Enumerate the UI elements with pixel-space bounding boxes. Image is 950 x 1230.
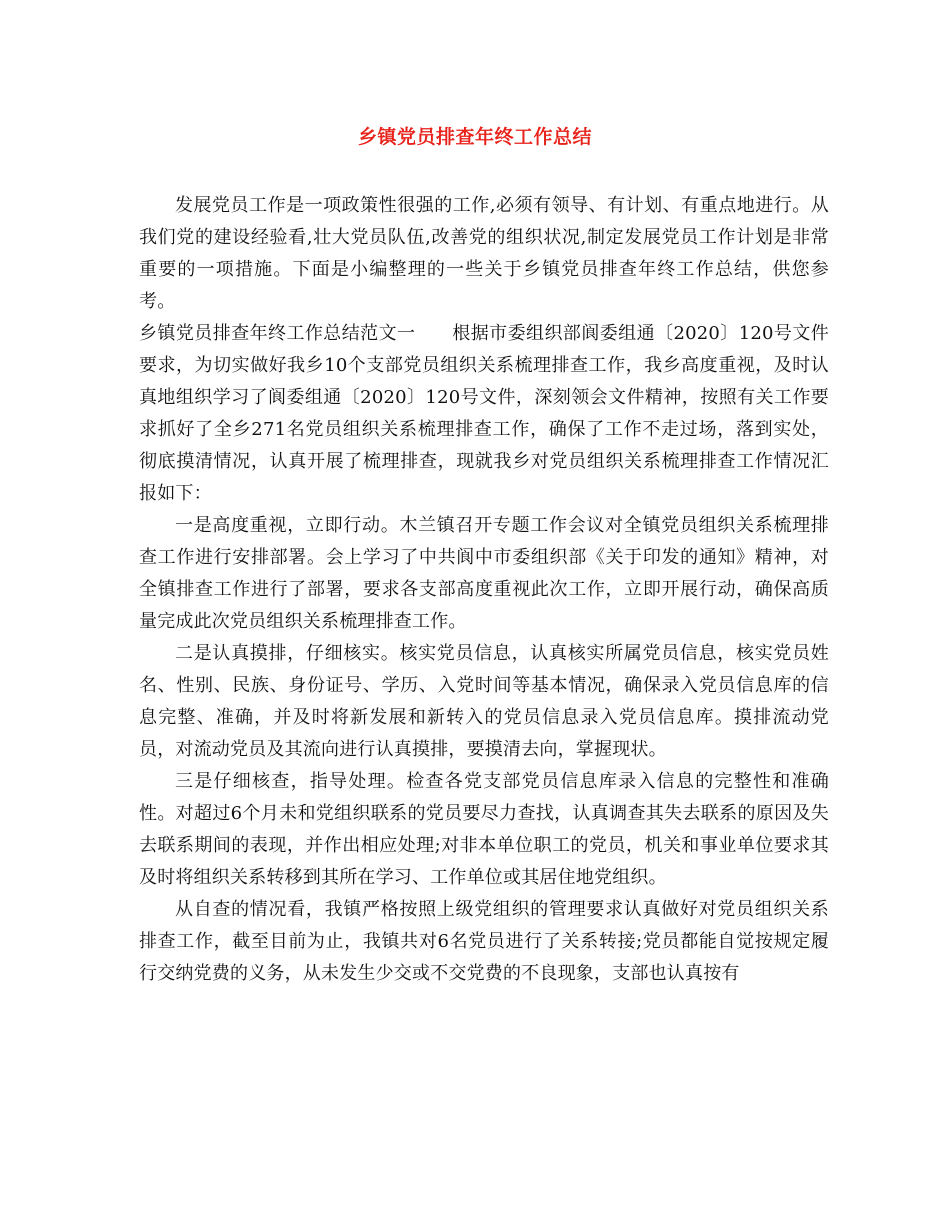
document-title: 乡镇党员排查年终工作总结: [357, 126, 592, 148]
paragraph-sample-one: 乡镇党员排查年终工作总结范文一 根据市委组织部阆委组通〔2020〕120号文件要求，为切实做好我乡10个支部党员组织关系梳理排查工作，我乡高度重视，及时认真地组织学习了阆委组通〔2020〕120号文件，深刻领会文件精神，按照有关工作要求抓好了全乡271名党员组织关系梳理排查工作，确保了工作不走过场，落到实处，彻底摸清情况，认真开展了梳理排查，现就我乡对党员组织关系梳理排查工作情况汇报如下：: [139, 323, 829, 504]
paragraph-intro: 发展党员工作是一项政策性很强的工作,必须有领导、有计划、有重点地进行。从我们党的建设经验看,壮大党员队伍,改善党的组织状况,制定发展党员工作计划是非常重要的一项措施。下面是小编整理的一些关于乡镇党员排查年终工作总结，供您参考。: [139, 195, 829, 312]
paragraph-point-two: 二是认真摸排，仔细核实。核实党员信息，认真核实所属党员信息，核实党员姓名、性别、民族、身份证号、学历、入党时间等基本情况，确保录入党员信息库的信息完整、准确，并及时将新发展和新转入的党员信息录入党员信息库。摸排流动党员，对流动党员及其流向进行认真摸排，要摸清去向，掌握现状。: [139, 643, 829, 760]
paragraph-point-three: 三是仔细核查，指导处理。检查各党支部党员信息库录入信息的完整性和准确性。对超过6个月未和党组织联系的党员要尽力查找，认真调查其失去联系的原因及失去联系期间的表现，并作出相应处理;对非本单位职工的党员，机关和事业单位要求其及时将组织关系转移到其所在学习、工作单位或其居住地党组织。: [139, 771, 829, 888]
document-body: [139, 190, 829, 990]
paragraph-point-one: 一是高度重视，立即行动。木兰镇召开专题工作会议对全镇党员组织关系梳理排查工作进行安排部署。会上学习了中共阆中市委组织部《关于印发的通知》精神，对全镇排查工作进行了部署，要求各支部高度重视此次工作，立即开展行动，确保高质量完成此次党员组织关系梳理排查工作。: [139, 515, 829, 632]
paragraph-self-check: 从自查的情况看，我镇严格按照上级党组织的管理要求认真做好对党员组织关系排查工作，截至目前为止，我镇共对6名党员进行了关系转接;党员都能自觉按规定履行交纳党费的义务，从未发生少交或不交党费的不良现象，支部也认真按有: [139, 899, 829, 984]
